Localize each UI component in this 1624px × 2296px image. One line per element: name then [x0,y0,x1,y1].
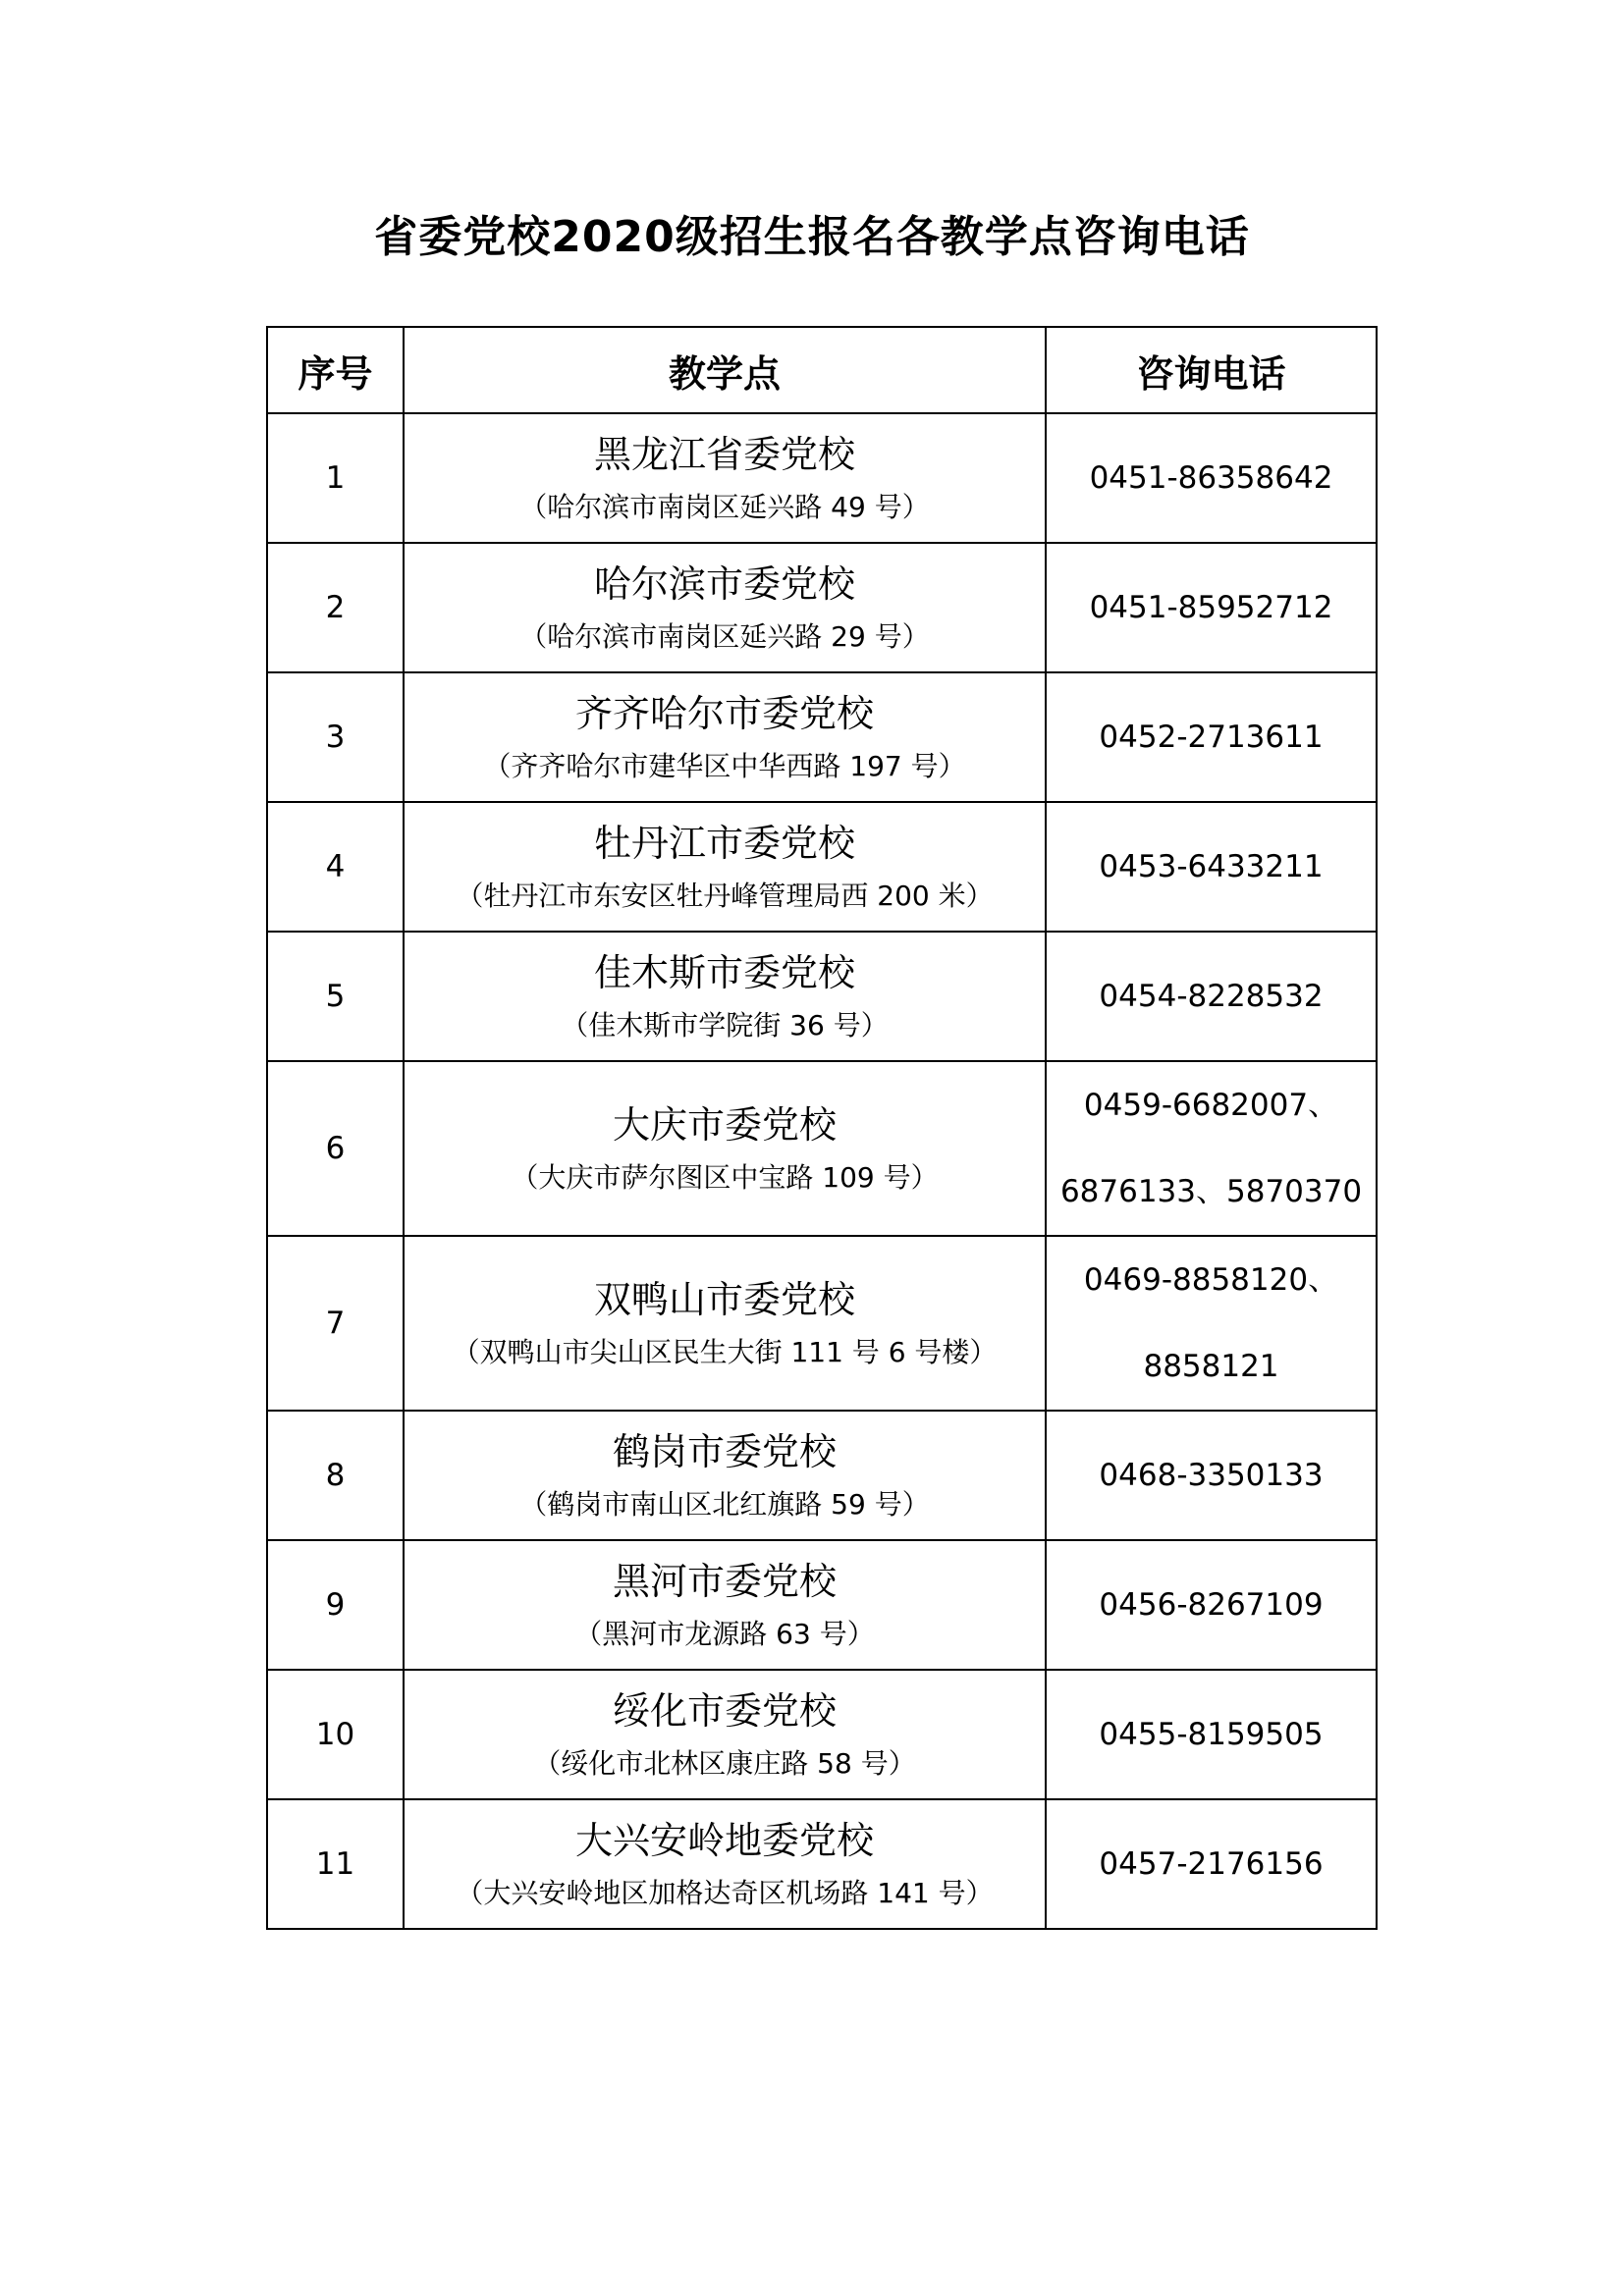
school-name: 哈尔滨市委党校 [593,562,855,606]
phone-cell [1046,1236,1377,1411]
phone-number: 6876133、5870370 [1059,1174,1363,1209]
phone-number: 0459-6682007、 [1083,1088,1339,1123]
contact-table [266,326,1378,1930]
school-cell [404,413,1046,543]
phone-cell [1046,543,1377,672]
phone-number: 0453-6433211 [1099,849,1324,884]
phone-cell [1046,1540,1377,1670]
row-num: 6 [267,1061,404,1236]
school-name: 大兴安岭地委党校 [574,1819,874,1862]
school-cell [404,1236,1046,1411]
phone-cell [1046,1670,1377,1799]
page-title: 省委党校2020级招生报名各教学点咨询电话 [374,212,1250,262]
phone-number: 0452-2713611 [1099,720,1324,755]
school-address: （绥化市北林区康庄路 58 号） [533,1747,916,1780]
row-num: 10 [267,1670,404,1799]
school-address: （双鸭山市尖山区民生大街 111 号 6 号楼） [452,1336,998,1368]
phone-number: 0468-3350133 [1099,1458,1324,1493]
table-row [267,932,1377,1061]
school-cell [404,932,1046,1061]
table-row [267,672,1377,802]
phone-cell [1046,932,1377,1061]
school-name: 黑河市委党校 [612,1560,837,1603]
school-cell [404,1061,1046,1236]
table-row [267,413,1377,543]
row-num: 2 [267,543,404,672]
row-num: 4 [267,802,404,932]
phone-number: 0469-8858120、 [1083,1262,1339,1298]
school-cell [404,802,1046,932]
phone-cell [1046,413,1377,543]
school-name: 佳木斯市委党校 [593,951,855,994]
school-address: （哈尔滨市南岗区延兴路 49 号） [519,491,930,523]
row-num: 8 [267,1411,404,1540]
school-address: （牡丹江市东安区牡丹峰管理局西 200 米） [456,880,994,912]
school-cell [404,1540,1046,1670]
phone-number: 0451-85952712 [1089,590,1333,625]
phone-number: 0457-2176156 [1099,1846,1324,1882]
phone-number: 0454-8228532 [1099,979,1324,1014]
school-name: 鹤岗市委党校 [612,1430,837,1473]
school-name: 绥化市委党校 [612,1689,837,1733]
phone-cell [1046,1061,1377,1236]
school-address: （大庆市萨尔图区中宝路 109 号） [511,1161,939,1194]
school-name: 齐齐哈尔市委党校 [574,692,874,735]
table-row [267,1236,1377,1411]
school-address: （黑河市龙源路 63 号） [574,1618,875,1650]
header-num: 序号 [267,327,404,413]
phone-cell [1046,1411,1377,1540]
row-num: 3 [267,672,404,802]
school-name: 黑龙江省委党校 [593,433,855,476]
table-row [267,802,1377,932]
school-address: （哈尔滨市南岗区延兴路 29 号） [519,620,930,653]
school-cell [404,1411,1046,1540]
school-cell [404,672,1046,802]
row-num: 5 [267,932,404,1061]
row-num: 1 [267,413,404,543]
school-address: （齐齐哈尔市建华区中华西路 197 号） [483,750,966,782]
phone-number: 0456-8267109 [1099,1587,1324,1623]
header-school: 教学点 [404,327,1046,413]
school-cell [404,1670,1046,1799]
phone-number: 0455-8159505 [1099,1717,1324,1752]
table-row [267,1540,1377,1670]
row-num: 9 [267,1540,404,1670]
school-cell [404,543,1046,672]
row-num: 11 [267,1799,404,1929]
school-name: 牡丹江市委党校 [593,822,855,865]
school-address: （大兴安岭地区加格达奇区机场路 141 号） [456,1877,994,1909]
table-row [267,543,1377,672]
phone-cell [1046,802,1377,932]
phone-number: 8858121 [1143,1349,1279,1384]
table-header-row [267,327,1377,413]
school-address: （佳木斯市学院街 36 号） [561,1009,889,1041]
school-name: 大庆市委党校 [612,1103,837,1147]
table-row [267,1799,1377,1929]
school-address: （鹤岗市南山区北红旗路 59 号） [519,1488,930,1521]
phone-number: 0451-86358642 [1089,460,1333,496]
school-cell [404,1799,1046,1929]
phone-cell [1046,1799,1377,1929]
table-row [267,1061,1377,1236]
phone-cell [1046,672,1377,802]
header-phone: 咨询电话 [1046,327,1377,413]
table-row [267,1411,1377,1540]
row-num: 7 [267,1236,404,1411]
table-row [267,1670,1377,1799]
school-name: 双鸭山市委党校 [593,1278,855,1321]
